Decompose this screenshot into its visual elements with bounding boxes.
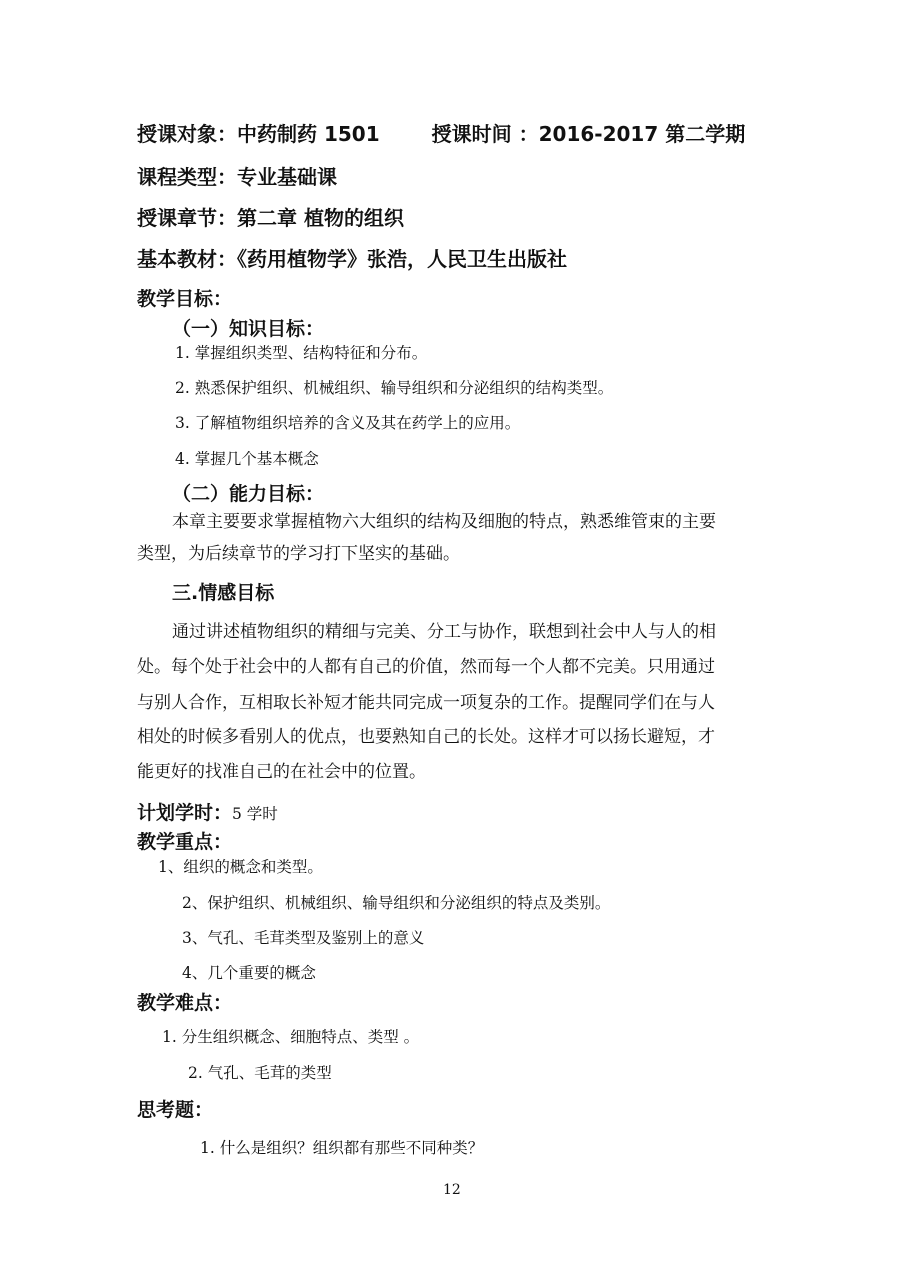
- key-point-item: 3、气孔、毛茸类型及鉴别上的意义: [182, 929, 425, 947]
- emotion-line: 相处的时候多看别人的优点，也要熟知自己的长处。这样才可以扬长避短，才: [137, 727, 715, 747]
- emotion-title: 三.情感目标: [172, 582, 275, 604]
- time-value: 2016-2017 第二学期: [538, 122, 746, 146]
- question-item: 1. 什么是组织？组织都有那些不同种类？: [200, 1139, 484, 1157]
- course-type-value: 专业基础课: [237, 165, 337, 189]
- emotion-line: 能更好的找准自己的在社会中的位置。: [137, 762, 426, 782]
- chapter-value: 第二章 植物的组织: [237, 206, 404, 230]
- ability-line: 类型，为后续章节的学习打下坚实的基础。: [137, 544, 460, 564]
- key-point-item: 1、组织的概念和类型。: [158, 858, 323, 876]
- difficulties-title: 教学难点：: [137, 992, 233, 1014]
- emotion-line: 处。每个处于社会中的人都有自己的价值，然而每一个人都不完美。只用通过: [137, 657, 715, 677]
- hours-value: 5 学时: [232, 805, 278, 823]
- audience-label: 授课对象：: [137, 122, 237, 146]
- key-point-item: 2、保护组织、机械组织、输导组织和分泌组织的特点及类别。: [182, 894, 611, 912]
- hours-line: [137, 804, 278, 823]
- key-point-item: 4、几个重要的概念: [182, 964, 316, 982]
- page-number: 12: [443, 1182, 461, 1198]
- questions-title: 思考题：: [137, 1099, 214, 1121]
- difficulty-item: 2. 气孔、毛茸的类型: [188, 1064, 332, 1082]
- time-label: 授课时间 ：: [431, 122, 539, 146]
- course-type-line: [137, 167, 337, 187]
- course-type-label: 课程类型：: [137, 165, 237, 189]
- audience-line: [137, 124, 745, 144]
- knowledge-title: （一）知识目标：: [172, 318, 325, 340]
- knowledge-item: 2. 熟悉保护组织、机械组织、输导组织和分泌组织的结构类型。: [175, 379, 614, 397]
- difficulty-item: 1. 分生组织概念、细胞特点、类型 。: [162, 1028, 420, 1046]
- emotion-line: 通过讲述植物组织的精细与完美、分工与协作，联想到社会中人与人的相: [172, 622, 716, 642]
- hours-label: 计划学时：: [137, 802, 233, 824]
- chapter-line: [137, 208, 404, 228]
- emotion-line: 与别人合作，互相取长补短才能共同完成一项复杂的工作。提醒同学们在与人: [137, 693, 715, 713]
- ability-line: 本章主要要求掌握植物六大组织的结构及细胞的特点，熟悉维管束的主要: [172, 512, 716, 532]
- ability-title: （二）能力目标：: [172, 483, 325, 505]
- knowledge-item: 4. 掌握几个基本概念: [175, 450, 319, 468]
- textbook-value: 《药用植物学》张浩，人民卫生出版社: [237, 247, 567, 271]
- objectives-title: 教学目标：: [137, 288, 233, 310]
- textbook-label: 基本教材：: [137, 247, 237, 271]
- key-points-title: 教学重点：: [137, 831, 233, 853]
- knowledge-item: 1. 掌握组织类型、结构特征和分布。: [175, 344, 428, 362]
- knowledge-item: 3. 了解植物组织培养的含义及其在药学上的应用。: [175, 414, 521, 432]
- textbook-line: [137, 249, 567, 269]
- chapter-label: 授课章节：: [137, 206, 237, 230]
- audience-value: 中药制药 1501: [237, 122, 380, 146]
